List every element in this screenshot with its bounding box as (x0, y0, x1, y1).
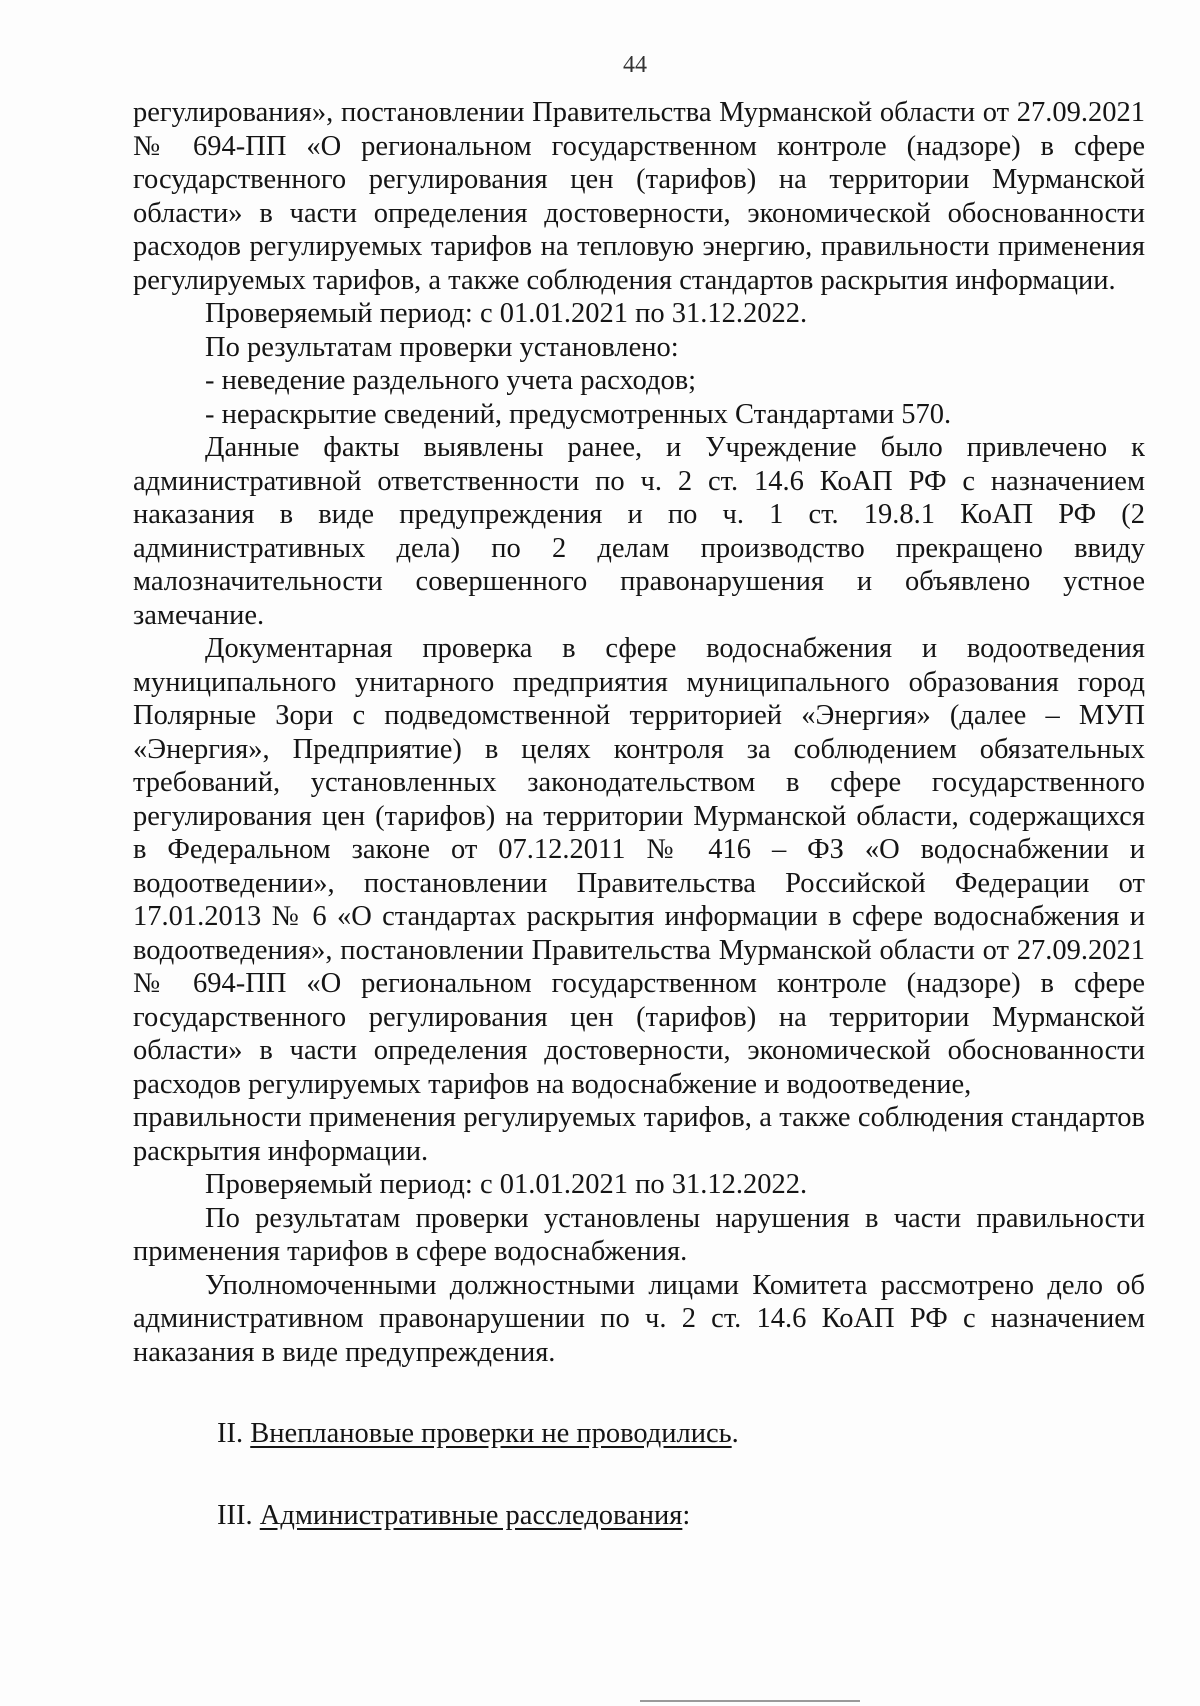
paragraph-results-intro-1: По результатам проверки установлено: (205, 331, 679, 363)
paragraph-tariff-application: правильности применения регулируемых тарифов, а также соблюдения стандартов раскрытия информации. (133, 1102, 1145, 1167)
section-heading-unscheduled-checks (133, 1417, 1145, 1451)
page-number: 44 (623, 52, 647, 78)
section-suffix: . (731, 1418, 739, 1449)
list-item-non-disclosure: - нераскрытие сведений, предусмотренных Стандартами 570. (205, 398, 952, 430)
section-suffix: : (682, 1499, 691, 1531)
list-item-separate-accounting: - неведение раздельного учета расходов; (205, 365, 697, 396)
section-numeral: II. (217, 1418, 251, 1449)
spacer (133, 1451, 1145, 1499)
paragraph-documentary-audit: Документарная проверка в сфере водоснабжения и водоотведения муниципального унитарного предприятия муниципального образования город Полярные Зори с подведомственной территорией «Энергия» (далее – МУП «Энергия», Предприятие) в целях контроля за соблюдением обязательных требований, установленных законодательством в сфере государственного регулирования цен (тарифов) на территории Мурманской области, содержащихся в Федеральном законе от 07.12.2011 № 416 – ФЗ «О водоснабжении и водоотведении», постановлении Правительства Российской Федерации от 17.01.2013 № 6 «О стандартах раскрытия информации в сфере водоснабжения и водоотведения», постановлении Правительства Мурманской области от 27.09.2021 № 694-ПП «О региональном государственном контроле (надзоре) в сфере государственного регулирования цен (тарифов) на территории Мурманской области» в части определения достоверности, экономической обоснованности расходов регулируемых тарифов на водоснабжение и водоотведение, (133, 633, 1145, 1100)
paragraph-regulation-continuation: регулирования», постановлении Правительства Мурманской области от 27.09.2021 № 694-ПП «О региональном государственном контроле (надзоре) в сфере государственного регулирования цен (тарифов) на территории Мурманской области» в части определения достоверности, экономической обоснованности расходов регулируемых тарифов на тепловую энергию, правильности применения регулируемых тарифов, а также соблюдения стандартов раскрытия информации. (133, 97, 1145, 296)
section-numeral: III. (217, 1499, 260, 1531)
document-body (133, 96, 1145, 1532)
paragraph-audit-period-2: Проверяемый период: с 01.01.2021 по 31.12.2022. (205, 1169, 808, 1200)
section-heading-administrative-investigations (133, 1499, 1145, 1533)
paragraph-liability: Данные факты выявлены ранее, и Учреждение было привлечено к административной ответственности по ч. 2 ст. 14.6 КоАП РФ с назначением наказания в виде предупреждения и по ч. 1 ст. 19.8.1 КоАП РФ (2 административных дела) по 2 делам производство прекращено ввиду малозначительности совершенного правонарушения и объявлено устное замечание. (133, 432, 1145, 631)
section-title-underlined: Административные расследования (259, 1499, 683, 1531)
paragraph-violations-found: По результатам проверки установлены нарушения в части правильности применения тарифов в сфере водоснабжения. (133, 1202, 1145, 1267)
footer-rule (640, 1700, 860, 1702)
section-title-underlined: Внеплановые проверки не проводились (250, 1418, 732, 1449)
paragraph-audit-period-1: Проверяемый период: с 01.01.2021 по 31.12.2022. (205, 298, 808, 329)
paragraph-case-review: Уполномоченными должностными лицами Комитета рассмотрено дело об административном правонарушении по ч. 2 ст. 14.6 КоАП РФ с назначением наказания в виде предупреждения. (133, 1269, 1145, 1368)
spacer (133, 1369, 1145, 1417)
